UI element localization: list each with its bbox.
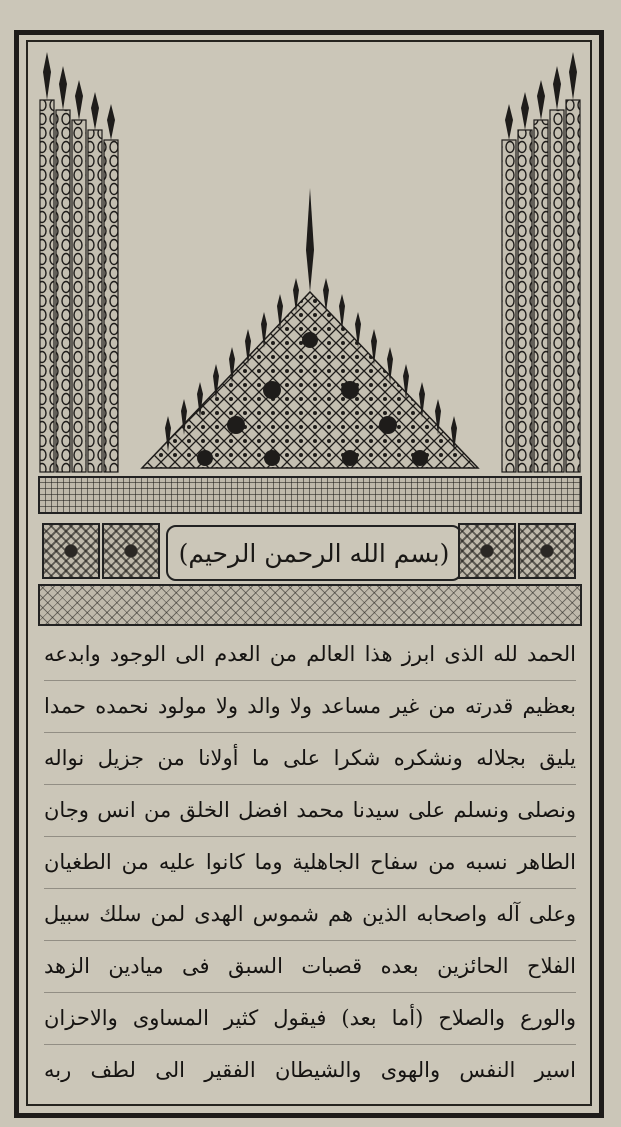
right-rosette-ornament [518,523,576,579]
upper-decorative-band [38,476,582,514]
text-line: الطاهر نسبه من سفاح الجاهلية وما كانوا عليه من الطغيان [44,836,576,889]
basmala-cartouche [166,525,462,581]
text-line: بعظيم قدرته من غير مساعد ولا والد ولا مولود نحمده حمدا [44,680,576,733]
basmala-row [38,517,582,583]
left-pillar [40,52,118,472]
text-line: وعلى آله واصحابه الذين هم شموس الهدى لمن سلك سبيل [44,888,576,941]
text-line: الحمد لله الذى ابرز هذا العالم من العدم الى الوجود وابدعه [44,628,576,681]
lower-decorative-band [38,584,582,626]
right-rosette-ornament [458,523,516,579]
left-rosette-ornament [42,523,100,579]
text-line: ونصلى ونسلم على سيدنا محمد افضل الخلق من انس وجان [44,784,576,837]
text-line: والورع والصلاح (أما بعد) فيقول كثير المساوى والاحزان [44,992,576,1045]
left-rosette-ornament [102,523,160,579]
body-text [40,628,580,1098]
right-pillar [502,52,580,472]
central-triangle [142,188,478,468]
text-line: يليق بجلاله ونشكره شكرا على ما أولانا من جزيل نواله [44,732,576,785]
text-line: الفلاح الحائزين بعده قصبات السبق فى ميادين الزهد [44,940,576,993]
basmala-title: (بسم الله الرحمن الرحيم) [178,538,450,568]
headpiece-ornament [0,0,621,480]
text-line: اسير النفس والهوى والشيطان الفقير الى لطف ربه [44,1058,576,1082]
